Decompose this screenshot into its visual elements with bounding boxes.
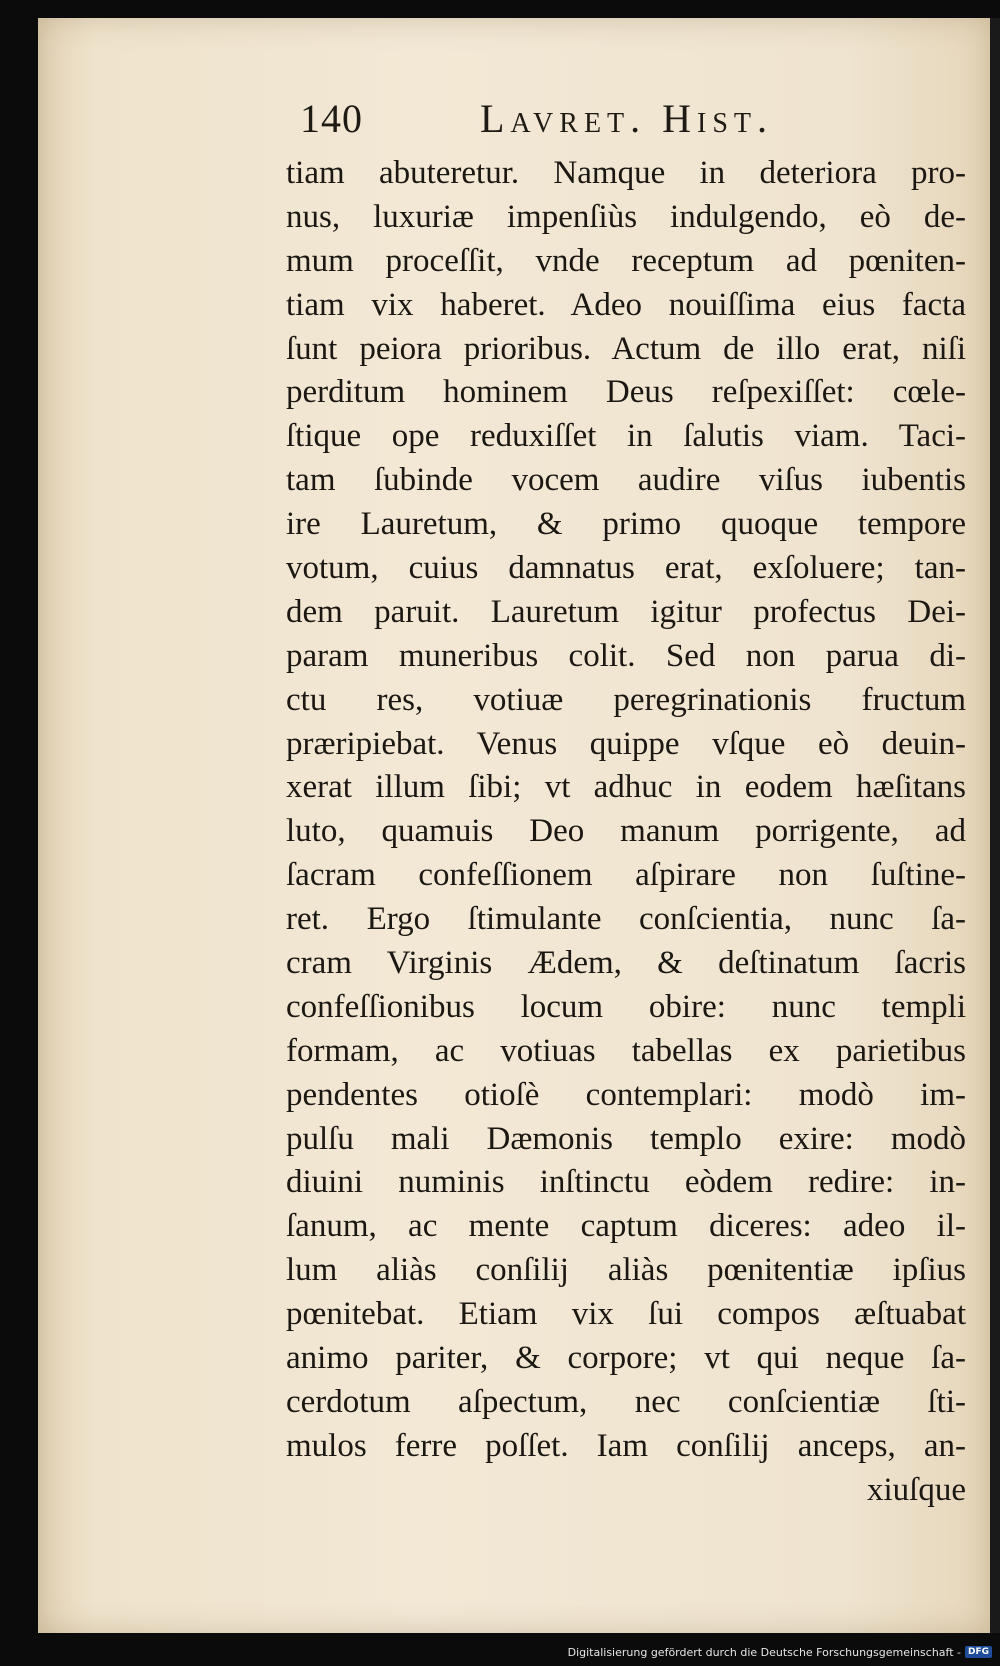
- page-header: [300, 95, 880, 155]
- text-line: ſtique ope reduxiſſet in ſalutis viam. Taci-: [286, 418, 966, 455]
- text-line: perditum hominem Deus reſpexiſſet: cœle-: [286, 374, 966, 411]
- text-line: ſunt peiora prioribus. Actum de illo erat, niſi: [286, 330, 966, 367]
- dfg-logo: DFG: [965, 1646, 992, 1658]
- text-line: cram Virginis Ædem, & deſtinatum ſacris: [286, 945, 966, 982]
- text-line: lum aliàs conſilij aliàs pœnitentiæ ipſius: [286, 1252, 966, 1289]
- text-line: ire Lauretum, & primo quoque tempore: [286, 506, 966, 543]
- text-line: mulos ferre poſſet. Iam conſilij anceps, an-: [286, 1427, 966, 1464]
- text-line: dem paruit. Lauretum igitur profectus Dei-: [286, 593, 966, 630]
- text-line: votum, cuius damnatus erat, exſoluere; tan-: [286, 550, 966, 587]
- text-line: animo pariter, & corpore; vt qui neque ſa-: [286, 1340, 966, 1377]
- text-line: mum proceſſit, vnde receptum ad pœniten-: [286, 242, 966, 279]
- running-head: Lavret. Hist.: [480, 96, 774, 141]
- text-line: ſanum, ac mente captum diceres: adeo il-: [286, 1208, 966, 1245]
- text-line: ſacram confeſſionem aſpirare non ſuſtine-: [286, 857, 966, 894]
- catchword: xiuſque: [867, 1471, 966, 1508]
- body-text: [286, 152, 966, 1513]
- text-line: cerdotum aſpectum, nec conſcientiæ ſti-: [286, 1383, 966, 1420]
- text-line: xerat illum ſibi; vt adhuc in eodem hæſitans: [286, 769, 966, 806]
- funding-credit: Digitalisierung gefördert durch die Deutsche Forschungsgemeinschaft -: [567, 1645, 961, 1659]
- text-line: luto, quamuis Deo manum porrigente, ad: [286, 813, 966, 850]
- page-number: 140: [300, 96, 363, 141]
- digitization-footer: [568, 1642, 992, 1662]
- text-line: tiam vix haberet. Adeo nouiſſima eius facta: [286, 286, 966, 323]
- text-line: pendentes otioſè contemplari: modò im-: [286, 1076, 966, 1113]
- page-edge-shadow: [990, 18, 1000, 1633]
- text-line: diuini numinis inſtinctu eòdem redire: in-: [286, 1164, 966, 1201]
- text-line: ctu res, votiuæ peregrinationis fructum: [286, 681, 966, 718]
- text-line: nus, luxuriæ impenſiùs indulgendo, eò de-: [286, 198, 966, 235]
- text-line: param muneribus colit. Sed non parua di-: [286, 637, 966, 674]
- text-line: pulſu mali Dæmonis templo exire: modò: [286, 1120, 966, 1157]
- text-line: pœnitebat. Etiam vix ſui compos æſtuabat: [286, 1296, 966, 1333]
- text-line: confeſſionibus locum obire: nunc templi: [286, 988, 966, 1025]
- text-line: præripiebat. Venus quippe vſque eò deuin-: [286, 725, 966, 762]
- text-line: formam, ac votiuas tabellas ex parietibus: [286, 1032, 966, 1069]
- text-line: tam ſubinde vocem audire viſus iubentis: [286, 462, 966, 499]
- text-line: tiam abuteretur. Namque in deteriora pro-: [286, 155, 966, 191]
- text-line: ret. Ergo ſtimulante conſcientia, nunc ſa-: [286, 901, 966, 938]
